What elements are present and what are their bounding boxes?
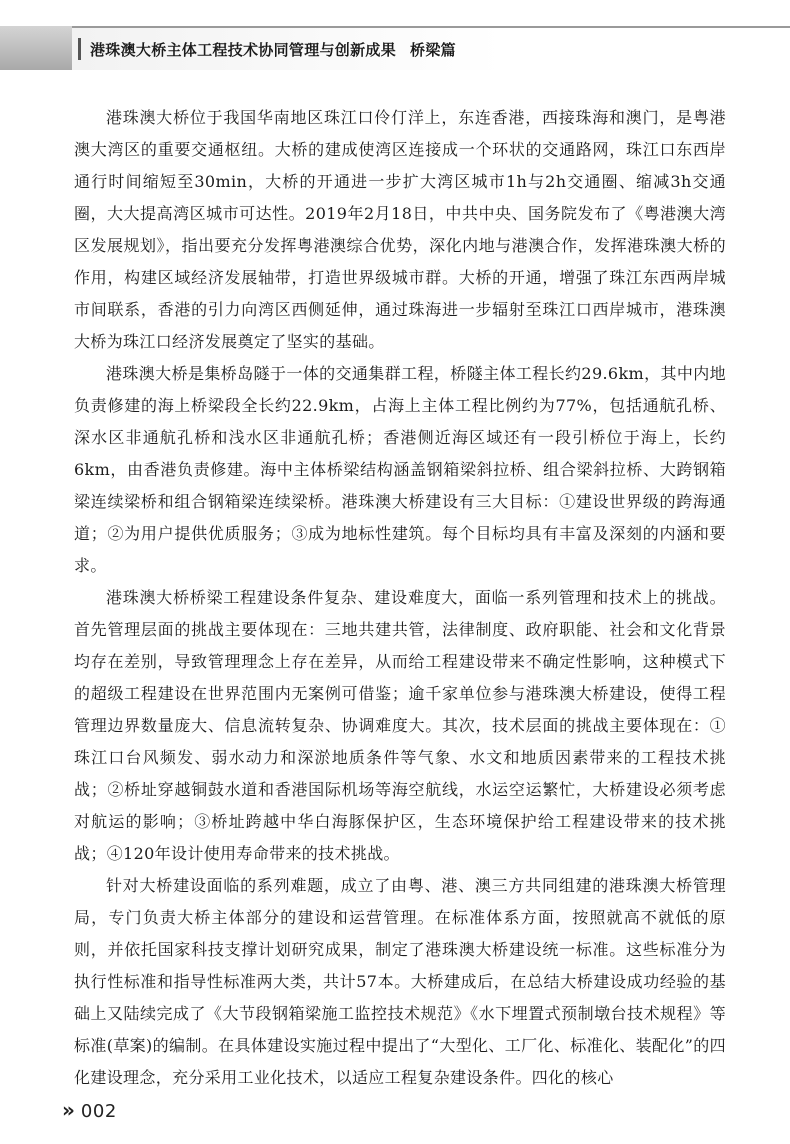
- double-chevron-icon: »: [62, 1098, 75, 1122]
- section-name: 桥梁篇: [410, 41, 456, 59]
- paragraph-4: 针对大桥建设面临的系列难题，成立了由粤、港、澳三方共同组建的港珠澳大桥管理局，专门负责大桥主体部分的建设和运营管理。在标准体系方面，按照就高不就低的原则，并依托国家科技支撑计划研究成果，制定了港珠澳大桥建设统一标准。这些标准分为执行性标准和指导性标准两大类，共计57本。大桥建成后，在总结大桥建设成功经验的基础上又陆续完成了《大节段钢箱梁施工监控技术规范》《水下埋置式预制墩台技术规程》等标准(草案)的编制。在具体建设实施过程中提出了“大型化、工厂化、标准化、装配化”的四化建设理念，充分采用工业化技术，以适应工程复杂建设条件。四化的核心: [74, 876, 726, 1087]
- body-text: [74, 102, 726, 1094]
- paragraph-2: 港珠澳大桥是集桥岛隧于一体的交通集群工程，桥隧主体工程长约29.6km，其中内地负责修建的海上桥梁段全长约22.9km，占海上主体工程比例约为77%，包括通航孔桥、深水区非通航孔桥和浅水区非通航孔桥；香港侧近海区域还有一段引桥位于海上，长约6km，由香港负责修建。海中主体桥梁结构涵盖钢箱梁斜拉桥、组合梁斜拉桥、大跨钢箱梁连续梁桥和组合钢箱梁连续梁桥。港珠澳大桥建设有三大目标：①建设世界级的跨海通道；②为用户提供优质服务；③成为地标性建筑。每个目标均具有丰富及深刻的内涵和要求。: [74, 364, 726, 575]
- header-title-line: [90, 39, 456, 60]
- paragraph-1: 港珠澳大桥位于我国华南地区珠江口伶仃洋上，东连香港，西接珠海和澳门，是粤港澳大湾区的重要交通枢纽。大桥的建成使湾区连接成一个环状的交通路网，珠江口东西岸通行时间缩短至30min，大桥的开通进一步扩大湾区城市1h与2h交通圈、缩减3h交通圈，大大提高湾区城市可达性。2019年2月18日，中共中央、国务院发布了《粤港澳大湾区发展规划》，指出要充分发挥粤港澳综合优势，深化内地与港澳合作，发挥港珠澳大桥的作用，构建区域经济发展轴带，打造世界级城市群。大桥的开通，增强了珠江东西两岸城市间联系，香港的引力向湾区西侧延伸，通过珠海进一步辐射至珠江口西岸城市，港珠澳大桥为珠江口经济发展奠定了坚实的基础。: [74, 108, 726, 351]
- header-marker: [78, 38, 81, 60]
- book-title: 港珠澳大桥主体工程技术协同管理与创新成果: [90, 41, 397, 59]
- running-header: [0, 26, 790, 70]
- header-tab-decoration: [0, 26, 72, 70]
- paragraph-3: 港珠澳大桥桥梁工程建设条件复杂、建设难度大，面临一系列管理和技术上的挑战。首先管理层面的挑战主要体现在：三地共建共管，法律制度、政府职能、社会和文化背景均存在差别，导致管理理念上存在差异，从而给工程建设带来不确定性影响，这种模式下的超级工程建设在世界范围内无案例可借鉴；逾千家单位参与港珠澳大桥建设，使得工程管理边界数量庞大、信息流转复杂、协调难度大。其次，技术层面的挑战主要体现在：①珠江口台风频发、弱水动力和深淤地质条件等气象、水文和地质因素带来的工程技术挑战；②桥址穿越铜鼓水道和香港国际机场等海空航线，水运空运繁忙，大桥建设必须考虑对航运的影响；③桥址跨越中华白海豚保护区，生态环境保护给工程建设带来的技术挑战；④120年设计使用寿命带来的技术挑战。: [74, 588, 726, 863]
- page-footer: [62, 1098, 117, 1122]
- page-number: 002: [80, 1101, 117, 1122]
